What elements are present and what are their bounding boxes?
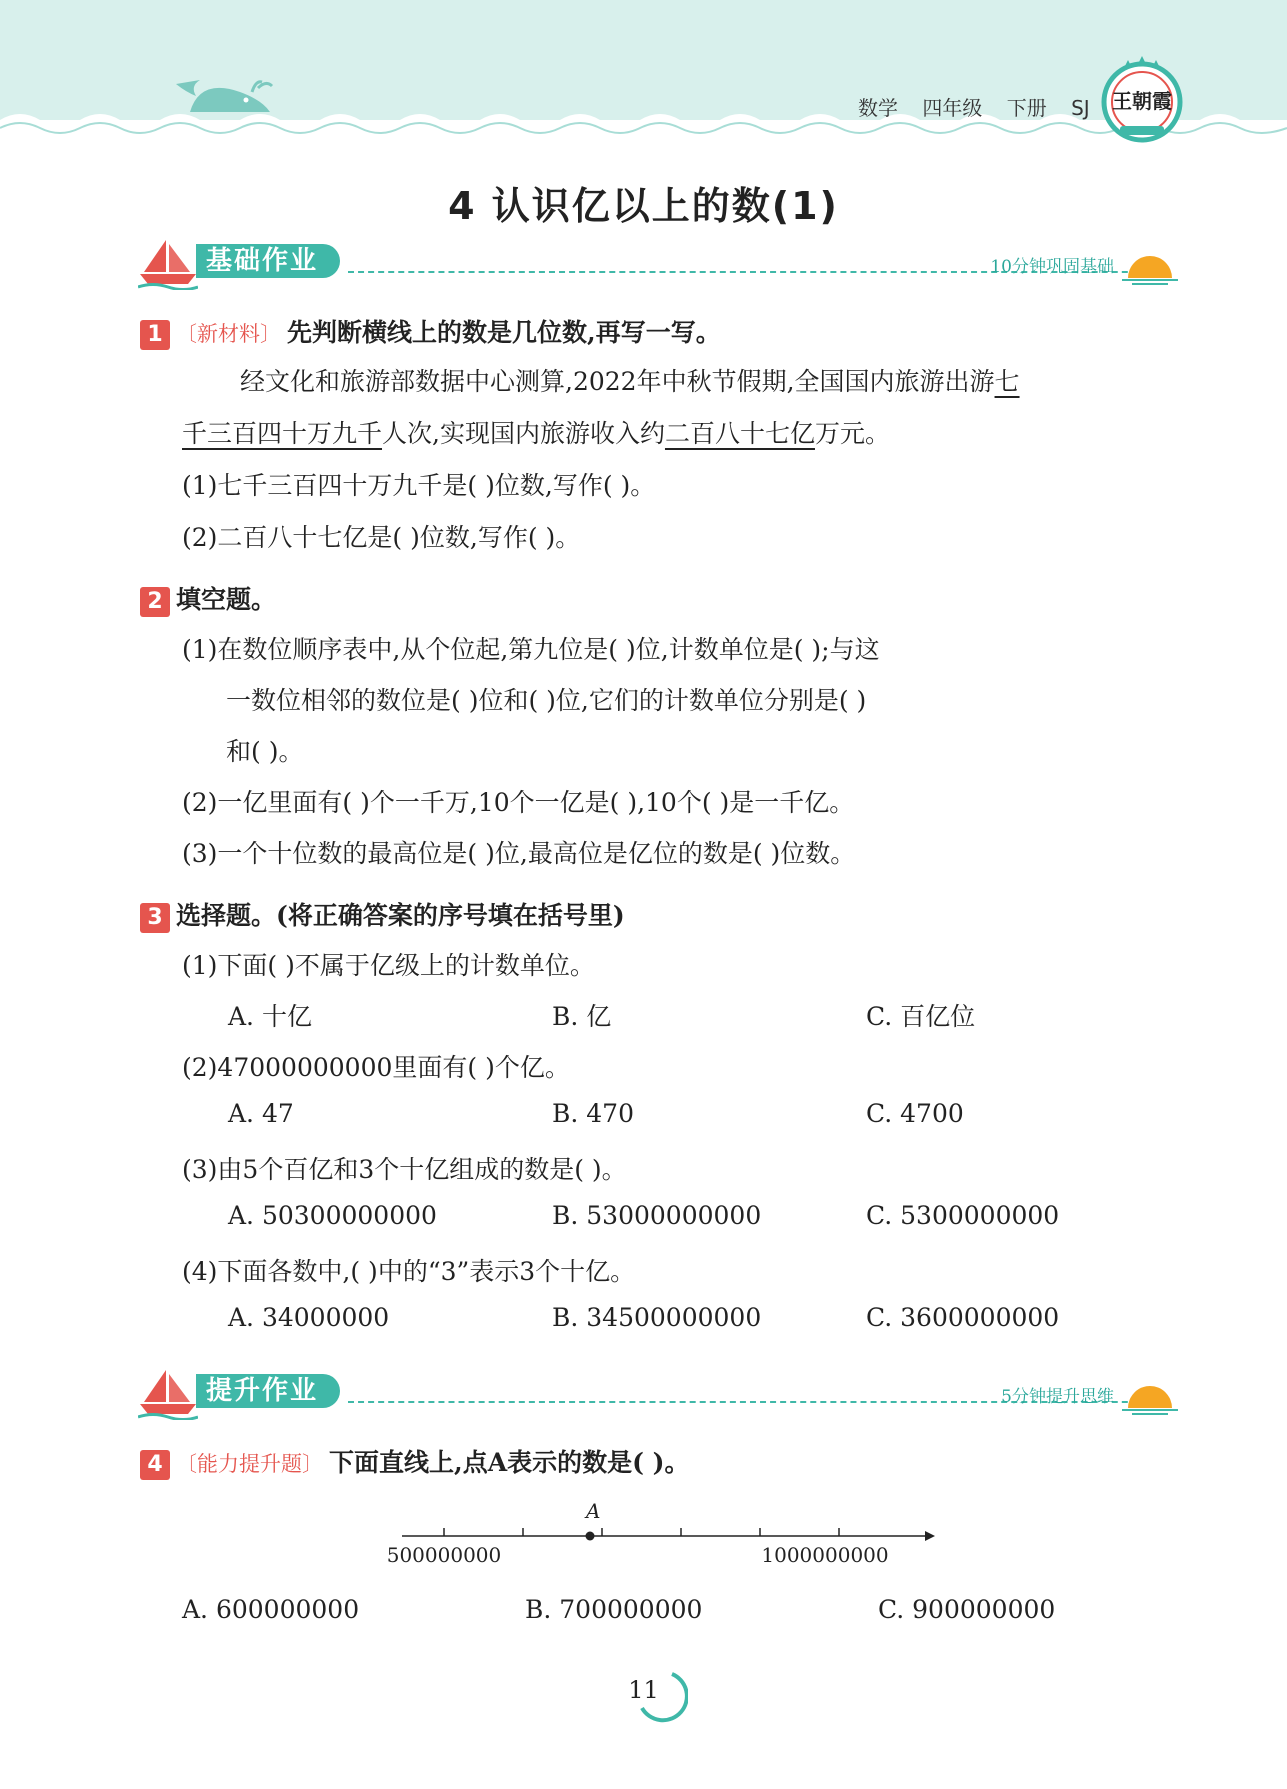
question-prompt: 先判断横线上的数是几位数,再写一写。 — [287, 318, 721, 347]
q2-sub3: (3)一个十位数的最高位是( )位,最高位是亿位的数是( )位数。 — [182, 839, 856, 868]
q1-text: 经文化和旅游部数据中心测算,2022年中秋节假期,全国国内旅游出游 — [240, 367, 995, 396]
question-1-head — [140, 313, 721, 350]
q1-text: 万元。 — [814, 419, 890, 448]
arrow-head-icon — [925, 1531, 935, 1541]
tick-label: 500000000 — [386, 1543, 502, 1567]
question-number-badge: 4 — [140, 1450, 170, 1480]
section-label: 基础作业 — [196, 244, 340, 278]
option-b: B. 700000000 — [525, 1595, 703, 1624]
option-a: A. 34000000 — [228, 1303, 390, 1332]
option-a: A. 47 — [228, 1099, 294, 1128]
point-label: A — [586, 1499, 601, 1523]
section-banner-basic — [138, 238, 1178, 290]
question-number-badge: 3 — [140, 903, 170, 933]
q1-sub1: (1)七千三百四十万九千是( )位数,写作( )。 — [182, 471, 656, 500]
number-line-diagram — [380, 1496, 960, 1576]
section-note: 10分钟巩固基础 — [990, 257, 1114, 277]
option-a: A. 十亿 — [228, 1002, 312, 1031]
subject-label: 数学 — [858, 96, 898, 120]
subject-meta — [858, 92, 1108, 121]
page-title: 4 认识亿以上的数(1) — [448, 184, 839, 228]
option-c: C. 900000000 — [878, 1595, 1056, 1624]
option-c: C. 百亿位 — [866, 1002, 976, 1031]
sunset-icon — [1122, 1380, 1178, 1416]
question-number-badge: 1 — [140, 320, 170, 350]
option-b: B. 53000000000 — [552, 1201, 762, 1230]
edition-label: SJ — [1071, 96, 1090, 120]
sailboat-icon — [138, 238, 198, 290]
brand-badge-logo — [1100, 56, 1184, 146]
point-a-marker — [586, 1532, 595, 1541]
question-tag: 〔能力提升题〕 — [176, 1452, 323, 1476]
question-4-head — [140, 1443, 689, 1480]
option-b: B. 470 — [552, 1099, 634, 1128]
question-2-head — [140, 580, 276, 617]
grade-label: 四年级 — [922, 96, 983, 120]
option-c: C. 3600000000 — [866, 1303, 1060, 1332]
q1-paragraph-line1 — [240, 362, 1020, 398]
q2-sub1-line1: (1)在数位顺序表中,从个位起,第九位是( )位,计数单位是( );与这 — [182, 635, 880, 664]
header-band — [0, 0, 1287, 150]
q2-sub1-line3: 和( )。 — [226, 737, 304, 766]
brand-name: 王朝霞 — [1112, 89, 1172, 113]
q2-sub2: (2)一亿里面有( )个一千万,10个一亿是( ),10个( )是一千亿。 — [182, 788, 855, 817]
page-number: 11 — [628, 1676, 659, 1704]
q2-sub1-line2: 一数位相邻的数位是( )位和( )位,它们的计数单位分别是( ) — [226, 686, 867, 715]
q1-text: 人次,实现国内旅游收入约 — [382, 419, 665, 448]
option-c: C. 4700 — [866, 1099, 964, 1128]
question-tag: 〔新材料〕 — [176, 322, 281, 346]
section-label: 提升作业 — [196, 1374, 340, 1408]
q3-item-stem: (1)下面( )不属于亿级上的计数单位。 — [182, 951, 595, 980]
q1-underlined-text: 二百八十七亿 — [664, 419, 815, 448]
q3-item-stem: (2)47000000000里面有( )个亿。 — [182, 1053, 570, 1082]
sailboat-icon — [138, 1368, 198, 1420]
q1-underlined-text: 七 — [994, 367, 1020, 396]
option-a: A. 50300000000 — [228, 1201, 437, 1230]
q1-underlined-text: 千三百四十万九千 — [182, 419, 383, 448]
option-a: A. 600000000 — [182, 1595, 360, 1624]
question-prompt: 选择题。(将正确答案的序号填在括号里) — [176, 901, 625, 930]
section-note: 5分钟提升思维 — [1001, 1387, 1114, 1407]
question-prompt: 填空题。 — [176, 585, 277, 614]
q3-item-stem: (3)由5个百亿和3个十亿组成的数是( )。 — [182, 1155, 627, 1184]
option-b: B. 34500000000 — [552, 1303, 762, 1332]
section-banner-advanced — [138, 1368, 1178, 1420]
q1-paragraph-line2 — [182, 414, 890, 450]
tick-label: 1000000000 — [761, 1543, 889, 1567]
question-3-head — [140, 896, 625, 933]
question-number-badge: 2 — [140, 587, 170, 617]
volume-label: 下册 — [1006, 96, 1047, 120]
option-b: B. 亿 — [552, 1002, 612, 1031]
q1-sub2: (2)二百八十七亿是( )位数,写作( )。 — [182, 523, 581, 552]
sunset-icon — [1122, 250, 1178, 286]
question-prompt: 下面直线上,点A表示的数是( )。 — [329, 1448, 690, 1477]
option-c: C. 5300000000 — [866, 1201, 1060, 1230]
q3-item-stem: (4)下面各数中,( )中的“3”表示3个十亿。 — [182, 1257, 636, 1286]
